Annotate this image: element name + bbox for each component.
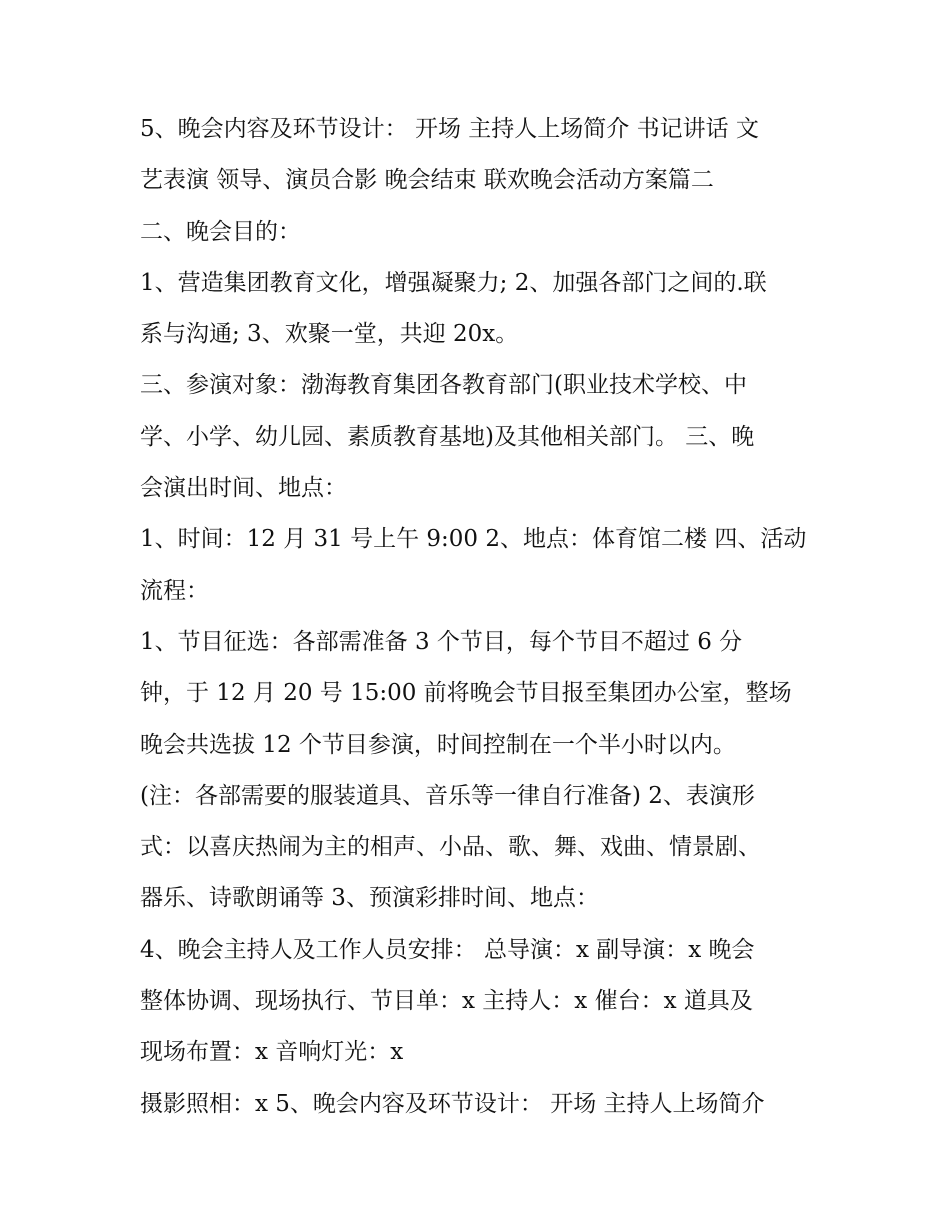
text-line: 器乐、诗歌朗诵等 3、预演彩排时间、地点： bbox=[140, 885, 599, 912]
text-line: 系与沟通; 3、欢聚一堂，共迎 20x。 bbox=[140, 321, 519, 348]
text-line: (注：各部需要的服装道具、音乐等一律自行准备) 2、表演形 bbox=[140, 782, 755, 809]
text-line: 1、节目征选：各部需准备 3 个节目，每个节目不超过 6 分 bbox=[140, 628, 743, 655]
text-line: 学、小学、幼儿园、素质教育基地)及其他相关部门。 三、晚 bbox=[140, 423, 755, 450]
text-line: 钟，于 12 月 20 号 15:00 前将晚会节目报至集团办公室，整场 bbox=[140, 680, 792, 707]
text-line: 艺表演 领导、演员合影 晚会结束 联欢晚会活动方案篇二 bbox=[140, 167, 714, 194]
text-line: 4、晚会主持人及工作人员安排： 总导演：x 副导演：x 晚会 bbox=[140, 936, 755, 963]
text-line: 会演出时间、地点： bbox=[140, 475, 347, 502]
document-body bbox=[140, 104, 812, 1130]
text-line: 5、晚会内容及环节设计： 开场 主持人上场简介 书记讲话 文 bbox=[140, 116, 759, 142]
text-line: 1、营造集团教育文化，增强凝聚力; 2、加强各部门之间的.联 bbox=[140, 269, 767, 296]
text-line: 式：以喜庆热闹为主的相声、小品、歌、舞、戏曲、情景剧、 bbox=[140, 834, 761, 861]
text-line: 二、晚会目的： bbox=[140, 218, 301, 245]
text-line: 流程： bbox=[140, 577, 209, 604]
text-line: 1、时间：12 月 31 号上午 9:00 2、地点：体育馆二楼 四、活动 bbox=[140, 526, 807, 553]
text-line: 整体协调、现场执行、节目单：x 主持人：x 催台：x 道具及 bbox=[140, 988, 753, 1015]
text-line: 现场布置：x 音响灯光：x bbox=[140, 1039, 404, 1066]
text-line: 摄影照相：x 5、晚会内容及环节设计： 开场 主持人上场简介 bbox=[140, 1090, 765, 1117]
text-line: 晚会共选拔 12 个节目参演，时间控制在一个半小时以内。 bbox=[140, 731, 736, 758]
text-line: 三、参演对象：渤海教育集团各教育部门(职业技术学校、中 bbox=[140, 372, 747, 399]
